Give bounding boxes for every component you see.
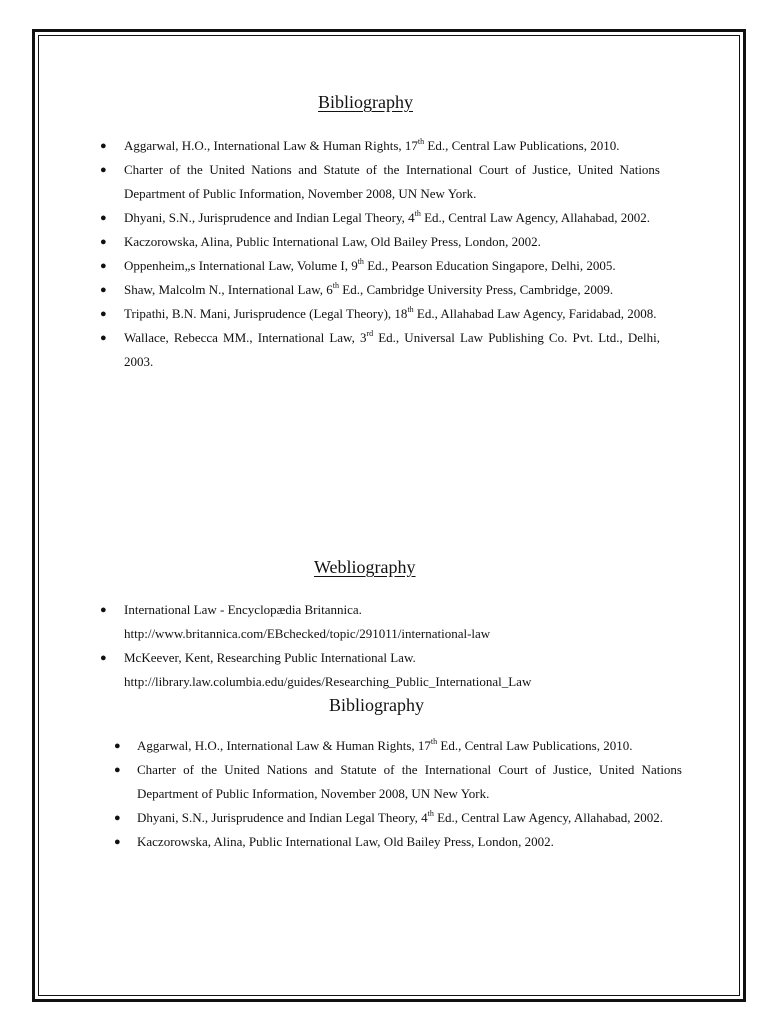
bibliography-entry: ● Wallace, Rebecca MM., International Law, 3rd Ed., Universal Law Publishing Co. Pvt. Ltd., Delhi, 2003. [100,326,660,374]
bibliography-repeat-list [112,734,682,854]
bibliography-entry: ● Tripathi, B.N. Mani, Jurisprudence (Legal Theory), 18th Ed., Allahabad Law Agency, Faridabad, 2008. [100,302,660,326]
bibliography-entry: ● Charter of the United Nations and Statute of the International Court of Justice, United Nations Department of Public Information, November 2008, UN New York. [100,158,660,206]
bibliography-entry: ● Kaczorowska, Alina, Public International Law, Old Bailey Press, London, 2002. [112,830,682,854]
bibliography-entry: ● Kaczorowska, Alina, Public International Law, Old Bailey Press, London, 2002. [100,230,660,254]
bullet-icon: ● [100,260,107,272]
bullet-icon: ● [114,740,121,752]
webliography-entry [100,598,660,646]
webliography-title: International Law - Encyclopædia Britannica. [124,602,362,617]
bibliography-repeat-heading: Bibliography [329,695,424,715]
bullet-icon: ● [114,836,121,848]
bibliography-entry: ● Charter of the United Nations and Statute of the International Court of Justice, United Nations Department of Public Information, November 2008, UN New York. [112,758,682,806]
bullet-icon: ● [114,764,121,776]
bibliography-entry: ● Aggarwal, H.O., International Law & Human Rights, 17th Ed., Central Law Publications, 2010. [100,134,660,158]
bullet-icon: ● [100,164,107,176]
bibliography-entry: ● Dhyani, S.N., Jurisprudence and Indian Legal Theory, 4th Ed., Central Law Agency, Allahabad, 2002. [112,806,682,830]
bibliography-entry: ● Oppenheim„s International Law, Volume I, 9th Ed., Pearson Education Singapore, Delhi, 2005. [100,254,660,278]
bullet-icon: ● [100,236,107,248]
webliography-entry [100,646,660,694]
bullet-icon: ● [100,308,107,320]
webliography-list [100,598,660,694]
bullet-icon: ● [100,140,107,152]
bullet-icon: ● [100,284,107,296]
webliography-link[interactable]: http://library.law.columbia.edu/guides/Researching_Public_International_Law [124,674,532,689]
bibliography-entry: ● Aggarwal, H.O., International Law & Human Rights, 17th Ed., Central Law Publications, 2010. [112,734,682,758]
bullet-icon: ● [100,212,107,224]
bibliography-entry: ● Dhyani, S.N., Jurisprudence and Indian Legal Theory, 4th Ed., Central Law Agency, Allahabad, 2002. [100,206,660,230]
bullet-icon: ● [100,604,107,616]
webliography-title: McKeever, Kent, Researching Public International Law. [124,650,416,665]
webliography-heading: Webliography [314,557,416,577]
bibliography-list [100,134,660,374]
bullet-icon: ● [100,332,107,344]
bibliography-heading: Bibliography [318,92,413,112]
bullet-icon: ● [114,812,121,824]
webliography-link[interactable]: http://www.britannica.com/EBchecked/topic/291011/international-law [124,626,491,641]
bibliography-entry: ● Shaw, Malcolm N., International Law, 6th Ed., Cambridge University Press, Cambridge, 2009. [100,278,660,302]
bullet-icon: ● [100,652,107,664]
